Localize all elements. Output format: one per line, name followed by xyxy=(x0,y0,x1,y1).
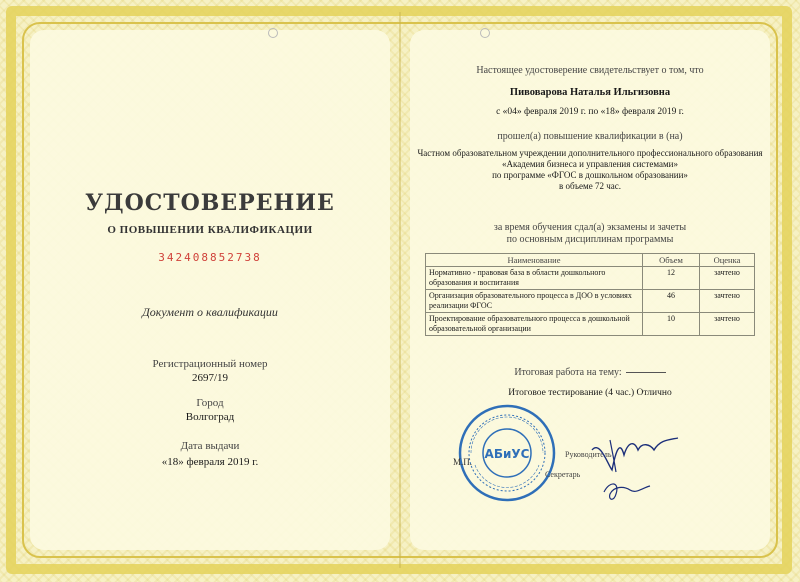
final-work-text: Итоговая работа на тему: xyxy=(514,367,622,378)
training-period: с «04» февраля 2019 г. по «18» февраля 2019 г. xyxy=(496,107,684,117)
exams-line: по основным дисциплинам программы xyxy=(506,234,674,245)
subject-volume: 10 xyxy=(643,313,700,336)
director-label: Руководитель xyxy=(565,450,612,459)
secretary-label: Секретарь xyxy=(545,470,581,479)
subject-name: Нормативно - правовая база в области дошкольного образования и воспитания xyxy=(426,267,643,290)
document-number: 342408852738 xyxy=(158,251,262,264)
registration-number: 2697/19 xyxy=(191,372,229,384)
subject-mark: зачтено xyxy=(700,267,755,290)
issue-date-label: Дата выдачи xyxy=(180,440,240,452)
subject-volume: 12 xyxy=(643,267,700,290)
certificate-intro: Настоящее удостоверение свидетельствует о том, что xyxy=(476,65,704,76)
document-type: Документ о квалификации xyxy=(142,305,278,319)
final-test: Итоговое тестирование (4 час.) Отлично xyxy=(508,388,672,398)
exams-statement xyxy=(410,222,770,246)
page-fold xyxy=(399,12,401,568)
subject-mark: зачтено xyxy=(700,313,755,336)
blank-line xyxy=(626,372,666,373)
issue-date: «18» февраля 2019 г. xyxy=(161,456,259,468)
punch-hole xyxy=(268,28,278,38)
holder-name: Пивоварова Наталья Ильгизовна xyxy=(509,87,671,98)
document-title: УДОСТОВЕРЕНИЕ xyxy=(85,190,335,216)
stamp-place-label: М.П. xyxy=(453,457,473,467)
organization-line: по программе «ФГОС в дошкольном образовании» xyxy=(492,170,688,180)
organization-line: Частном образовательном учреждении дополнительного профессионального образования xyxy=(417,148,763,158)
subject-name: Проектирование образовательного процесса в дошкольной образовательной организации xyxy=(426,313,643,336)
column-header: Наименование xyxy=(426,254,643,267)
exams-line: за время обучения сдал(а) экзамены и зачеты xyxy=(493,222,687,233)
left-page xyxy=(30,30,390,550)
signature-icon xyxy=(580,420,690,510)
table-row xyxy=(426,313,755,336)
city-value: Волгоград xyxy=(185,411,235,423)
column-header: Объем xyxy=(643,254,700,267)
table-header-row xyxy=(426,254,755,267)
final-work-label xyxy=(410,367,770,379)
city-label: Город xyxy=(196,397,224,409)
seal-text: АБиУС xyxy=(484,447,530,461)
organization-line: «Академия бизнеса и управления системами» xyxy=(502,159,678,169)
table-row xyxy=(426,267,755,290)
qualification-statement: прошел(а) повышение квалификации в (на) xyxy=(497,131,683,142)
punch-hole xyxy=(480,28,490,38)
organization-block xyxy=(410,148,770,192)
subject-volume: 46 xyxy=(643,290,700,313)
organization-seal-icon xyxy=(457,403,557,503)
subject-name: Организация образовательного процесса в ДОО в условиях реализации ФГОС xyxy=(426,290,643,313)
column-header: Оценка xyxy=(700,254,755,267)
registration-label: Регистрационный номер xyxy=(152,358,268,370)
organization-line: в объеме 72 час. xyxy=(559,181,621,191)
grades-table xyxy=(425,253,755,336)
subject-mark: зачтено xyxy=(700,290,755,313)
document-subtitle: О ПОВЫШЕНИИ КВАЛИФИКАЦИИ xyxy=(107,224,313,236)
table-row xyxy=(426,290,755,313)
